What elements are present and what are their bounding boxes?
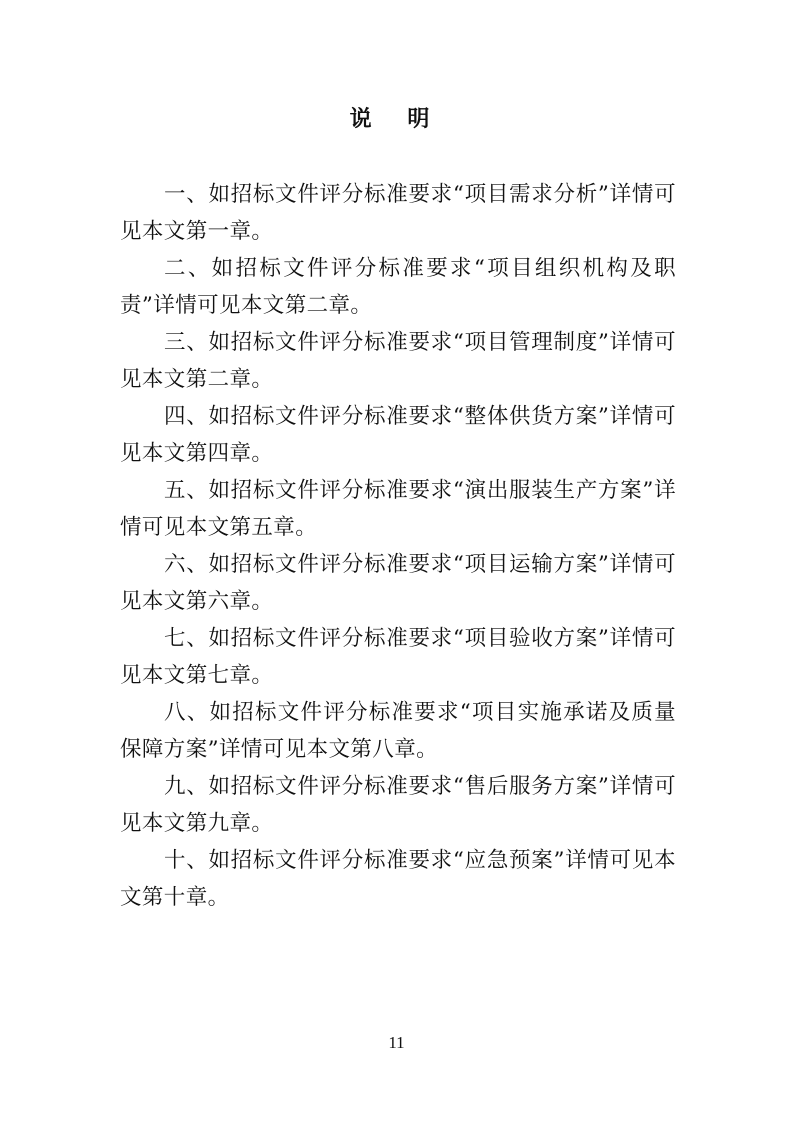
paragraph-4: 四、如招标文件评分标准要求“整体供货方案”详情可见本文第四章。 [120,404,676,466]
paragraph-2: 二、如招标文件评分标准要求“项目组织机构及职责”详情可见本文第二章。 [120,256,676,318]
paragraph-1: 一、如招标文件评分标准要求“项目需求分析”详情可见本文第一章。 [120,182,676,244]
paragraph-10: 十、如招标文件评分标准要求“应急预案”详情可见本文第十章。 [120,848,676,910]
page-title: 说 明 [349,106,444,132]
page-number: 11 [388,1033,405,1052]
paragraph-5: 五、如招标文件评分标准要求“演出服装生产方案”详情可见本文第五章。 [120,478,676,540]
explanation-list [120,176,676,916]
paragraph-3: 三、如招标文件评分标准要求“项目管理制度”详情可见本文第二章。 [120,330,676,392]
paragraph-8: 八、如招标文件评分标准要求“项目实施承诺及质量保障方案”详情可见本文第八章。 [120,700,676,762]
paragraph-7: 七、如招标文件评分标准要求“项目验收方案”详情可见本文第七章。 [120,626,676,688]
paragraph-6: 六、如招标文件评分标准要求“项目运输方案”详情可见本文第六章。 [120,552,676,614]
paragraph-9: 九、如招标文件评分标准要求“售后服务方案”详情可见本文第九章。 [120,774,676,836]
